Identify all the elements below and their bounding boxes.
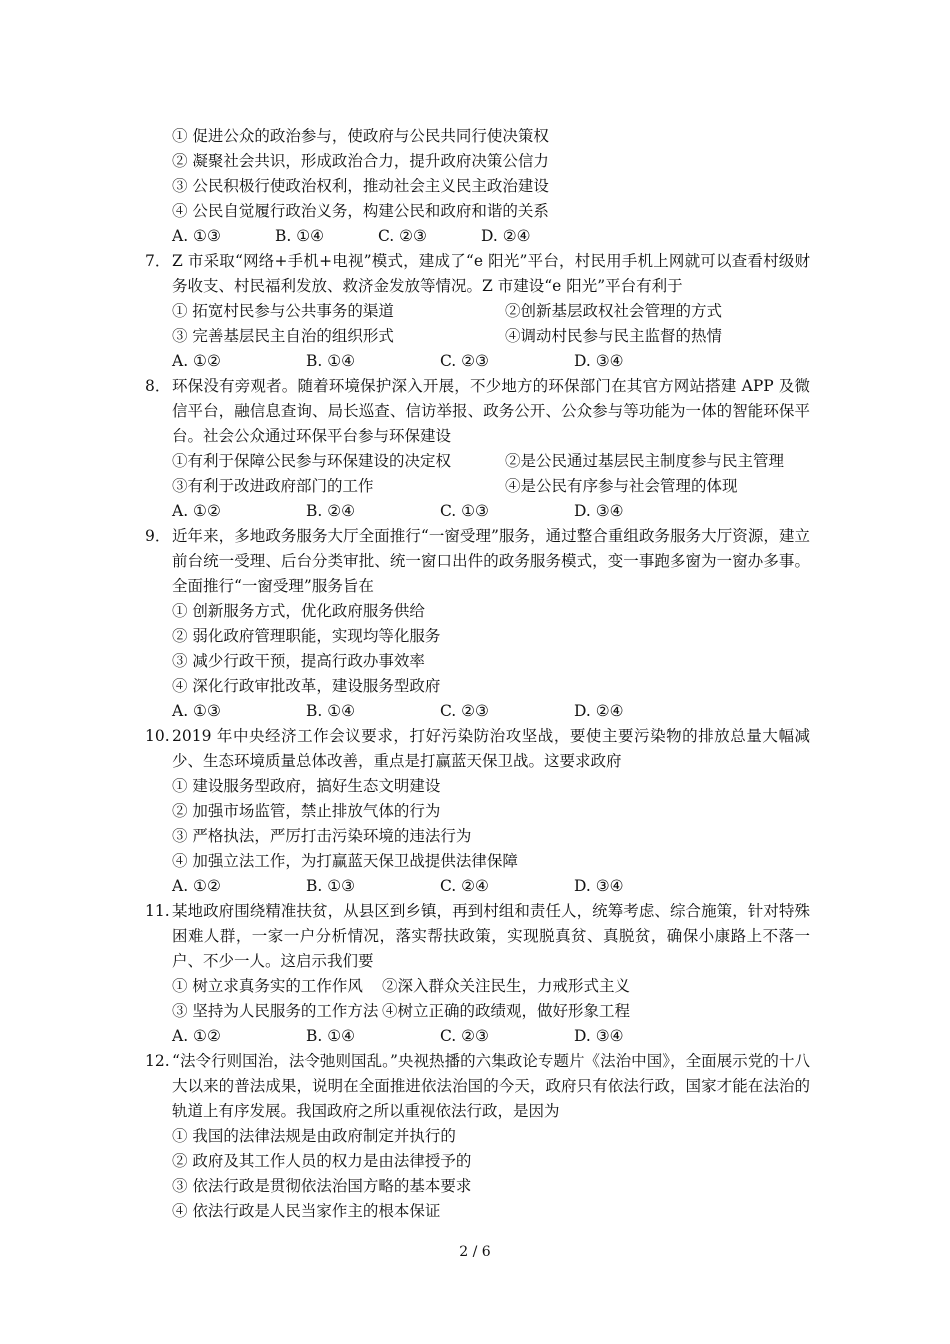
q11-answers bbox=[172, 1024, 810, 1049]
q10-option-2: ② 加强市场监管，禁止排放气体的行为 bbox=[172, 802, 441, 820]
q10-answer-b: B. ①③ bbox=[306, 877, 356, 895]
q8-option-3: ③有利于改进政府部门的工作 bbox=[172, 477, 374, 495]
q11-option-4: ④树立正确的政绩观，做好形象工程 bbox=[382, 1002, 631, 1020]
q7-answer-b: B. ①④ bbox=[306, 352, 356, 370]
q12-option-1: ① 我国的法律法规是由政府制定并执行的 bbox=[172, 1127, 456, 1145]
q7-option-3: ③ 完善基层民主自治的组织形式 bbox=[172, 327, 394, 345]
q6-option-2: ② 凝聚社会共识，形成政治合力，提升政府决策公信力 bbox=[172, 152, 549, 170]
q11-answer-a: A. ①② bbox=[172, 1027, 221, 1045]
q11-options-row-1 bbox=[172, 974, 810, 999]
q8-stem: 环保没有旁观者。随着环境保护深入开展，不少地方的环保部门在其官方网站搭建 APP 及微信平台，融信息查询、局长巡查、信访举报、政务公开、公众参与等功能为一体的智能环保平台。社会公众通过环保平台参与环保建设 bbox=[172, 377, 810, 445]
q8-option-1: ①有利于保障公民参与环保建设的决定权 bbox=[172, 452, 452, 470]
q9-option-3: ③ 减少行政干预，提高行政办事效率 bbox=[172, 652, 425, 670]
q8-option-4: ④是公民有序参与社会管理的体现 bbox=[505, 477, 738, 495]
q8-answer-d: D. ③④ bbox=[574, 502, 624, 520]
q10-option-3: ③ 严格执法，严厉打击污染环境的违法行为 bbox=[172, 827, 472, 845]
page-number: 2 / 6 bbox=[459, 1244, 491, 1260]
q7-number: 7． bbox=[145, 252, 171, 270]
q9-answer-b: B. ①④ bbox=[306, 702, 356, 720]
question-8 bbox=[145, 374, 810, 524]
q8-answer-a: A. ①② bbox=[172, 502, 221, 520]
q6-option-3: ③ 公民积极行使政治权利，推动社会主义民主政治建设 bbox=[172, 177, 549, 195]
q7-option-4: ④调动村民参与民主监督的热情 bbox=[505, 327, 723, 345]
q11-answer-b: B. ①④ bbox=[306, 1027, 356, 1045]
q11-option-2: ②深入群众关注民生，力戒形式主义 bbox=[382, 977, 631, 995]
q11-options-row-2 bbox=[172, 999, 810, 1024]
question-12 bbox=[145, 1049, 810, 1224]
q9-number: 9． bbox=[145, 527, 171, 545]
q9-option-1: ① 创新服务方式，优化政府服务供给 bbox=[172, 602, 425, 620]
q9-answer-a: A. ①③ bbox=[172, 702, 221, 720]
q8-answer-b: B. ②④ bbox=[306, 502, 356, 520]
question-7 bbox=[145, 249, 810, 374]
q9-answers bbox=[172, 699, 810, 724]
q12-option-4: ④ 依法行政是人民当家作主的根本保证 bbox=[172, 1202, 441, 1220]
q6-answers bbox=[145, 224, 810, 249]
q10-option-4: ④ 加强立法工作，为打赢蓝天保卫战提供法律保障 bbox=[172, 852, 518, 870]
q7-answer-c: C. ②③ bbox=[440, 352, 489, 370]
page-content bbox=[145, 124, 810, 1224]
q6-answer-c: C. ②③ bbox=[378, 227, 427, 245]
q7-option-2: ②创新基层政权社会管理的方式 bbox=[505, 302, 723, 320]
q11-option-3: ③ 坚持为人民服务的工作方法 bbox=[172, 1002, 379, 1020]
q6-answer-d: D. ②④ bbox=[481, 227, 531, 245]
q9-answer-c: C. ②③ bbox=[440, 702, 489, 720]
q7-answer-d: D. ③④ bbox=[574, 352, 624, 370]
q9-stem: 近年来，多地政务服务大厅全面推行“一窗受理”服务，通过整合重组政务服务大厅资源，建立前台统一受理、后台分类审批、统一窗口出件的政务服务模式，变一事跑多窗为一窗办多事。全面推行“一窗受理”服务旨在 bbox=[172, 527, 810, 595]
q7-stem: Z 市采取“网络+手机+电视”模式，建成了“e 阳光”平台，村民用手机上网就可以查看村级财务收支、村民福利发放、救济金发放等情况。Z 市建设“e 阳光”平台有利于 bbox=[172, 252, 810, 295]
q11-number: 11. bbox=[145, 902, 170, 920]
q11-answer-c: C. ②③ bbox=[440, 1027, 489, 1045]
q12-option-3: ③ 依法行政是贯彻依法治国方略的基本要求 bbox=[172, 1177, 472, 1195]
q8-number: 8． bbox=[145, 377, 171, 395]
q8-options-row-1 bbox=[172, 449, 810, 474]
q10-option-1: ① 建设服务型政府，搞好生态文明建设 bbox=[172, 777, 441, 795]
q7-answers bbox=[172, 349, 810, 374]
q11-answer-d: D. ③④ bbox=[574, 1027, 624, 1045]
q9-option-2: ② 弱化政府管理职能，实现均等化服务 bbox=[172, 627, 441, 645]
q8-answers bbox=[172, 499, 810, 524]
q7-option-1: ① 拓宽村民参与公共事务的渠道 bbox=[172, 302, 394, 320]
q12-stem: “法令行则国治，法令弛则国乱。”央视热播的六集政论专题片《法治中国》，全面展示党的十八大以来的普法成果，说明在全面推进依法治国的今天，政府只有依法行政，国家才能在法治的轨道上有序发展。我国政府之所以重视依法行政，是因为 bbox=[172, 1052, 810, 1120]
question-9 bbox=[145, 524, 810, 724]
q10-answers bbox=[172, 874, 810, 899]
q9-option-4: ④ 深化行政审批改革，建设服务型政府 bbox=[172, 677, 441, 695]
q6-option-1: ① 促进公众的政治参与，使政府与公民共同行使决策权 bbox=[172, 127, 549, 145]
q10-answer-c: C. ②④ bbox=[440, 877, 489, 895]
q12-option-2: ② 政府及其工作人员的权力是由法律授予的 bbox=[172, 1152, 472, 1170]
q7-options-row-1 bbox=[172, 299, 810, 324]
q11-stem: 某地政府围绕精准扶贫，从县区到乡镇，再到村组和责任人，统筹考虑、综合施策，针对特殊困难人群，一家一户分析情况，落实帮扶政策，实现脱真贫、真脱贫，确保小康路上不落一户、不少一人。这启示我们要 bbox=[172, 902, 810, 970]
question-6 bbox=[145, 124, 810, 249]
question-11 bbox=[145, 899, 810, 1049]
q6-answer-a: A. ①③ bbox=[172, 227, 221, 245]
q6-option-4: ④ 公民自觉履行政治义务，构建公民和政府和谐的关系 bbox=[172, 202, 549, 220]
q10-stem: 2019 年中央经济工作会议要求，打好污染防治攻坚战，要使主要污染物的排放总量大幅减少、生态环境质量总体改善，重点是打赢蓝天保卫战。这要求政府 bbox=[172, 727, 810, 770]
q12-number: 12. bbox=[145, 1052, 170, 1070]
q8-answer-c: C. ①③ bbox=[440, 502, 489, 520]
q10-number: 10. bbox=[145, 727, 170, 745]
q6-answer-b: B. ①④ bbox=[275, 227, 325, 245]
q7-answer-a: A. ①② bbox=[172, 352, 221, 370]
q9-answer-d: D. ②④ bbox=[574, 702, 624, 720]
q11-option-1: ① 树立求真务实的工作作风 bbox=[172, 977, 363, 995]
q10-answer-a: A. ①② bbox=[172, 877, 221, 895]
question-10 bbox=[145, 724, 810, 899]
q7-options-row-2 bbox=[172, 324, 810, 349]
q10-answer-d: D. ③④ bbox=[574, 877, 624, 895]
q8-option-2: ②是公民通过基层民主制度参与民主管理 bbox=[505, 452, 785, 470]
q8-options-row-2 bbox=[172, 474, 810, 499]
